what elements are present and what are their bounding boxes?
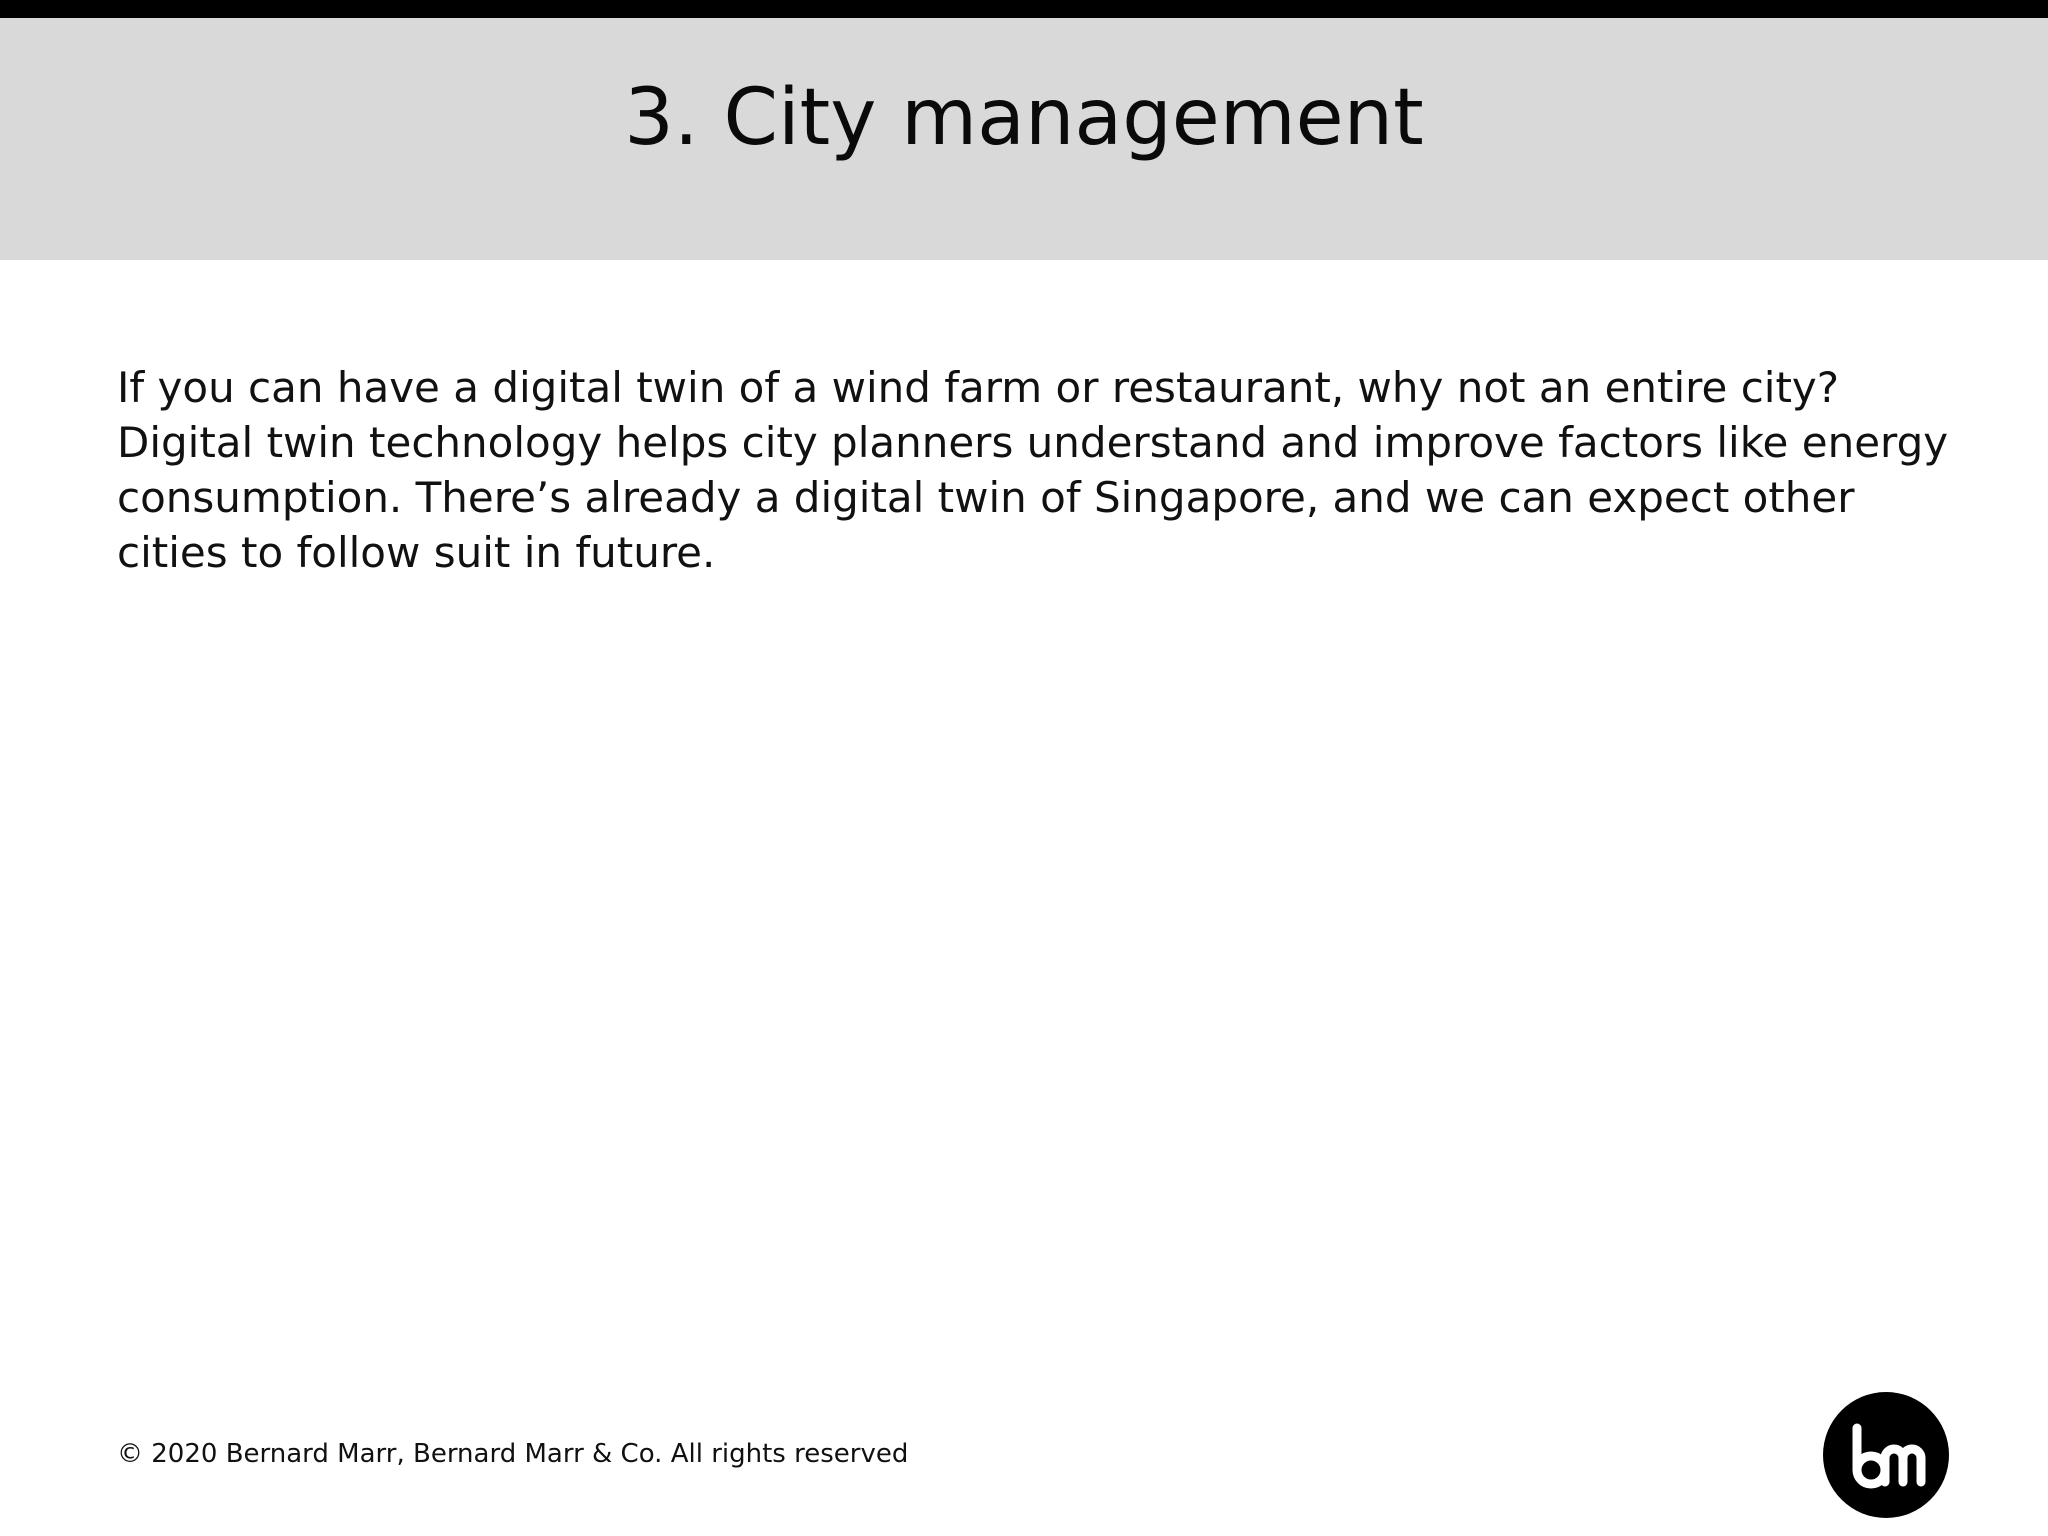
top-bar [0, 0, 2048, 18]
bm-logo-icon [1823, 1392, 1949, 1518]
slide-title: 3. City management [624, 73, 1424, 163]
footer-copyright: © 2020 Bernard Marr, Bernard Marr & Co. All rights reserved [117, 1439, 909, 1469]
slide-body-text: If you can have a digital twin of a wind farm or restaurant, why not an entire city? Digital twin technology helps city planners understand and improve factors like energy consumption. There’s already a digital twin of Singapore, and we can expect other cities to follow suit in future. [117, 363, 1949, 577]
